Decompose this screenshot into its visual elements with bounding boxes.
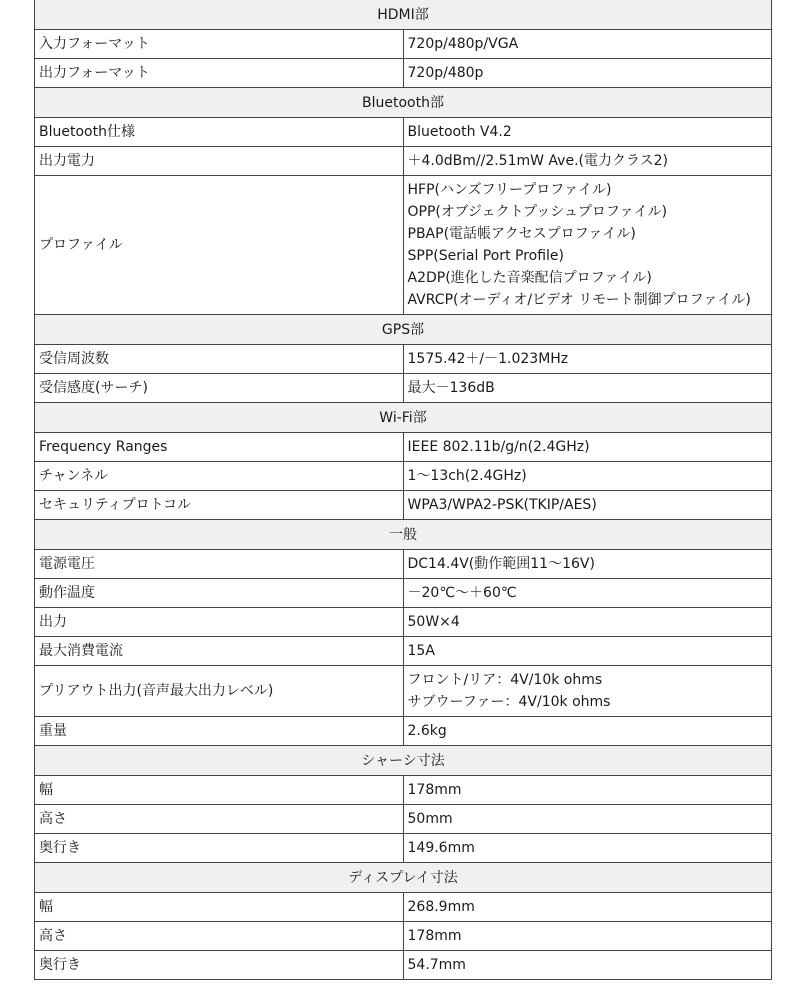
spec-value: IEEE 802.11b/g/n(2.4GHz) — [403, 433, 772, 462]
section-header-row — [35, 863, 772, 893]
spec-row — [35, 608, 772, 637]
spec-label: プリアウト出力(音声最大出力レベル) — [35, 666, 404, 717]
spec-label: 受信感度(サーチ) — [35, 374, 404, 403]
spec-row — [35, 176, 772, 315]
spec-label: 入力フォーマット — [35, 30, 404, 59]
spec-row — [35, 462, 772, 491]
spec-value: 268.9mm — [403, 893, 772, 922]
spec-row — [35, 834, 772, 863]
spec-value: 54.7mm — [403, 951, 772, 980]
profile-item: A2DP(進化した音楽配信プロファイル) — [407, 270, 652, 286]
spec-label: Bluetooth仕様 — [35, 118, 404, 147]
spec-value: 720p/480p — [403, 59, 772, 88]
section-title: Wi-Fi部 — [35, 403, 772, 433]
spec-label: 電源電圧 — [35, 550, 404, 579]
section-header-row — [35, 403, 772, 433]
spec-label: Frequency Ranges — [35, 433, 404, 462]
spec-row — [35, 717, 772, 746]
spec-row — [35, 579, 772, 608]
spec-label: 出力 — [35, 608, 404, 637]
spec-row — [35, 637, 772, 666]
spec-value: 50mm — [403, 805, 772, 834]
spec-label: 奥行き — [35, 951, 404, 980]
spec-row — [35, 345, 772, 374]
spec-row — [35, 922, 772, 951]
spec-value: 2.6kg — [403, 717, 772, 746]
spec-label: 重量 — [35, 717, 404, 746]
spec-row — [35, 951, 772, 980]
spec-label: プロファイル — [35, 176, 404, 315]
spec-value: DC14.4V(動作範囲11～16V) — [403, 550, 772, 579]
spec-row — [35, 59, 772, 88]
spec-table — [34, 0, 772, 980]
spec-row — [35, 776, 772, 805]
section-title: GPS部 — [35, 315, 772, 345]
spec-label: 高さ — [35, 922, 404, 951]
section-header-row — [35, 520, 772, 550]
spec-row — [35, 147, 772, 176]
spec-label: 高さ — [35, 805, 404, 834]
spec-value: 1～13ch(2.4GHz) — [403, 462, 772, 491]
spec-label: 幅 — [35, 776, 404, 805]
section-title: ディスプレイ寸法 — [35, 863, 772, 893]
section-title: Bluetooth部 — [35, 88, 772, 118]
section-header-row — [35, 88, 772, 118]
spec-label: 最大消費電流 — [35, 637, 404, 666]
spec-label: セキュリティプロトコル — [35, 491, 404, 520]
spec-row — [35, 805, 772, 834]
preout-item: サブウーファー：4V/10k ohms — [407, 694, 611, 710]
profile-item: SPP(Serial Port Profile) — [407, 248, 564, 264]
spec-label: 奥行き — [35, 834, 404, 863]
profile-item: OPP(オブジェクトプッシュプロファイル) — [407, 204, 668, 220]
spec-value-list — [403, 666, 772, 717]
spec-value: 178mm — [403, 922, 772, 951]
section-title: 一般 — [35, 520, 772, 550]
profile-item: PBAP(電話帳アクセスプロファイル) — [407, 226, 636, 242]
section-header-row — [35, 0, 772, 30]
spec-value: 149.6mm — [403, 834, 772, 863]
spec-label: 出力フォーマット — [35, 59, 404, 88]
spec-row — [35, 118, 772, 147]
spec-row — [35, 491, 772, 520]
spec-value: 720p/480p/VGA — [403, 30, 772, 59]
spec-label: 出力電力 — [35, 147, 404, 176]
spec-label: 幅 — [35, 893, 404, 922]
section-title: HDMI部 — [35, 0, 772, 30]
spec-value: 15A — [403, 637, 772, 666]
spec-value: WPA3/WPA2-PSK(TKIP/AES) — [403, 491, 772, 520]
spec-row — [35, 433, 772, 462]
section-title: シャーシ寸法 — [35, 746, 772, 776]
spec-row — [35, 893, 772, 922]
spec-value: 50W×4 — [403, 608, 772, 637]
spec-row — [35, 30, 772, 59]
profile-item: AVRCP(オーディオ/ビデオ リモート制御プロファイル) — [407, 292, 751, 308]
profile-item: HFP(ハンズフリープロファイル) — [407, 182, 612, 198]
spec-sheet — [34, 0, 772, 980]
spec-value: 最大－136dB — [403, 374, 772, 403]
section-header-row — [35, 315, 772, 345]
spec-value: Bluetooth V4.2 — [403, 118, 772, 147]
spec-row — [35, 550, 772, 579]
spec-row — [35, 374, 772, 403]
spec-value-list — [403, 176, 772, 315]
section-header-row — [35, 746, 772, 776]
spec-value: 178mm — [403, 776, 772, 805]
spec-value: 1575.42＋/－1.023MHz — [403, 345, 772, 374]
spec-label: 受信周波数 — [35, 345, 404, 374]
spec-value: ＋4.0dBm//2.51mW Ave.(電力クラス2) — [403, 147, 772, 176]
spec-label: 動作温度 — [35, 579, 404, 608]
spec-value: －20℃～＋60℃ — [403, 579, 772, 608]
spec-row — [35, 666, 772, 717]
spec-label: チャンネル — [35, 462, 404, 491]
preout-item: フロント/リア：4V/10k ohms — [407, 672, 603, 688]
